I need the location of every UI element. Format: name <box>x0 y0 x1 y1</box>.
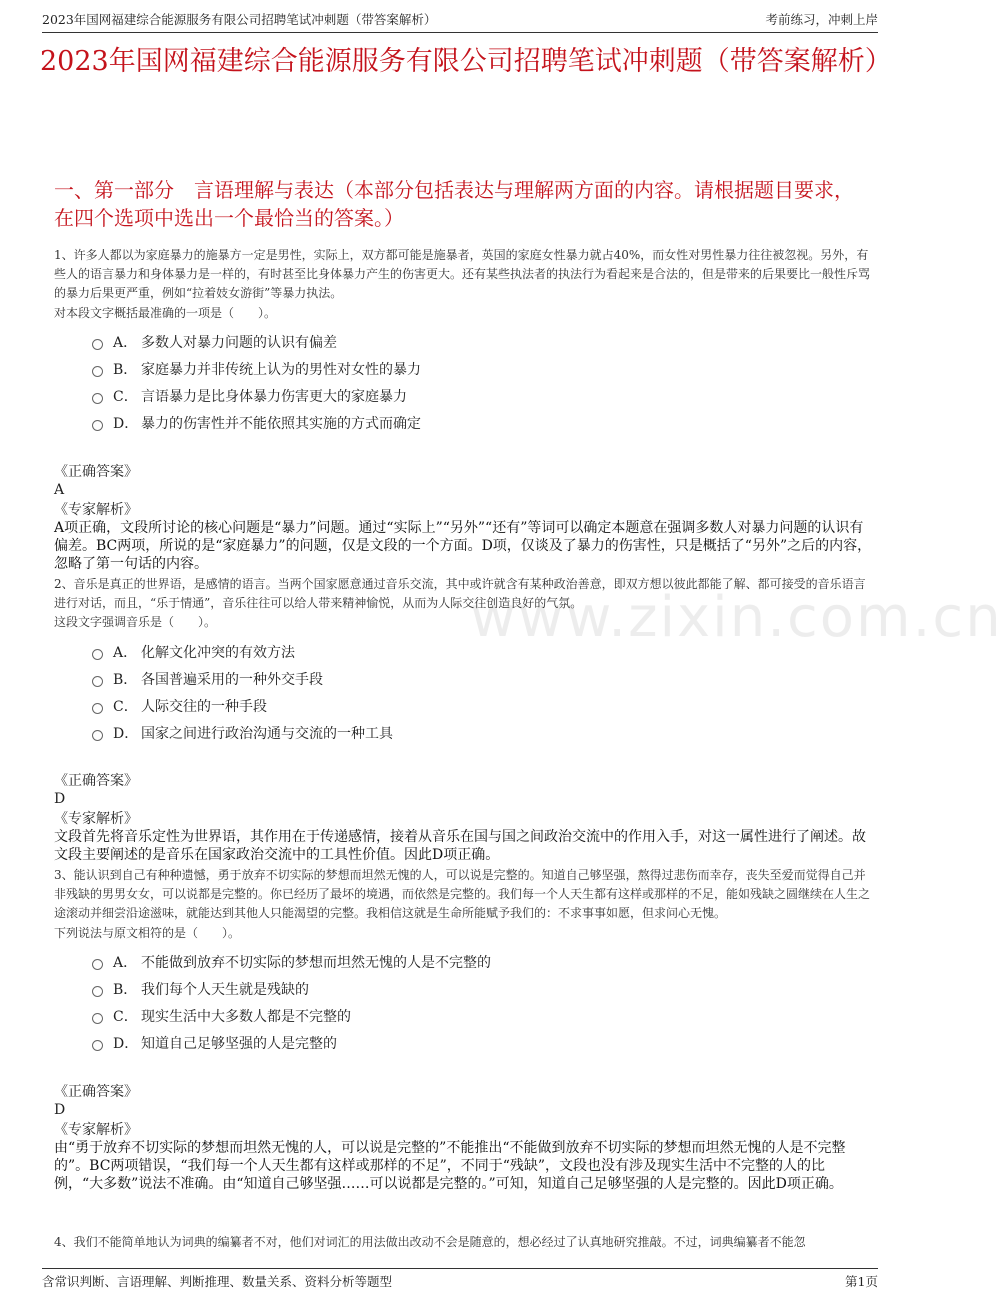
option-letter: B． <box>113 671 138 688</box>
explain-text: 文段首先将音乐定性为世界语，其作用在于传递感情，接着从音乐在国与国之间政治交流中的作用入手，对这一属性进行了阐述。故文段主要阐述的是音乐在国家政治交流中的工具性价值。因此D项正确。 <box>54 829 866 864</box>
option-text: 国家之间进行政治沟通与交流的一种工具 <box>141 725 393 742</box>
answer-label: 《正确答案》 <box>54 1083 138 1100</box>
option-d[interactable] <box>92 410 872 437</box>
page-header <box>42 10 878 33</box>
option-letter: C． <box>113 389 138 406</box>
option-text: 各国普遍采用的一种外交手段 <box>141 671 323 688</box>
question-stem: 3、能认识到自己有种种遗憾，勇于放弃不切实际的梦想而坦然无愧的人，可以说是完整的。知道自己够坚强，熬得过悲伤而幸存，丧失至爱而觉得自己并非残缺的男男女女，可以说都是完整的。你已经历了最坏的境遇，而依然是完整的。我们每一个人天生都有这样或那样的不足，能如残缺之圆继续在人生之途滚动并细尝沿途滋味，就能达到其他人只能渴望的完整。我相信这就是生命所能赋予我们的：不求事事如愿，但求问心无愧。 <box>54 868 871 921</box>
footer-topics: 含常识判断、言语理解、判断推理、数量关系、资料分析等题型 <box>42 1274 393 1289</box>
option-text: 不能做到放弃不切实际的梦想而坦然无愧的人是不完整的 <box>141 955 491 972</box>
option-letter: A． <box>113 644 138 661</box>
radio-icon[interactable] <box>92 339 103 350</box>
option-letter: D． <box>113 725 139 742</box>
option-letter: D． <box>113 1036 139 1053</box>
option-text: 人际交往的一种手段 <box>141 698 267 715</box>
explain-label: 《专家解析》 <box>54 501 138 518</box>
section-heading: 一、第一部分 言语理解与表达（本部分包括表达与理解两方面的内容。请根据题目要求，在四个选项中选出一个最恰当的答案。） <box>54 178 854 230</box>
explain-label: 《专家解析》 <box>54 811 138 828</box>
option-text: 知道自己足够坚强的人是完整的 <box>141 1036 337 1053</box>
page-footer <box>42 1268 878 1290</box>
radio-icon[interactable] <box>92 1013 103 1024</box>
option-text: 现实生活中大多数人都是不完整的 <box>141 1009 351 1026</box>
question-stem: 2、音乐是真正的世界语，是感情的语言。当两个国家愿意通过音乐交流，其中或许就含有某种政治善意，即双方想以彼此都能了解、都可接受的音乐语言进行对话，而且，“乐于情通”，音乐往往可以给人带来精神愉悦，从而为人际交往创造良好的气氛。 <box>54 577 866 611</box>
option-d[interactable] <box>92 719 872 746</box>
option-letter: C． <box>113 698 138 715</box>
option-list <box>92 329 872 437</box>
option-text: 多数人对暴力问题的认识有偏差 <box>141 335 337 352</box>
option-b[interactable] <box>92 976 872 1003</box>
option-text: 言语暴力是比身体暴力伤害更大的家庭暴力 <box>141 389 407 406</box>
question-prompt: 对本段文字概括最准确的一项是（ ）。 <box>54 305 277 320</box>
radio-icon[interactable] <box>92 420 103 431</box>
option-letter: C． <box>113 1009 138 1026</box>
option-text: 我们每个人天生就是残缺的 <box>141 982 309 999</box>
page-title: 2023年国网福建综合能源服务有限公司招聘笔试冲刺题（带答案解析） <box>40 46 892 77</box>
radio-icon[interactable] <box>92 1040 103 1051</box>
explain-text: 由“勇于放弃不切实际的梦想而坦然无愧的人，可以说是完整的”不能推出“不能做到放弃不切实际的梦想而坦然无愧的人是不完整的”。BC两项错误，“我们每一个人天生都有这样或那样的不足”，不同于“残缺”，文段也没有涉及现实生活中不完整的人的比例，“大多数”说法不准确。由“知道自己够坚强……可以说都是完整的。”可知，知道自己足够坚强的人是完整的。因此D项正确。 <box>54 1139 846 1192</box>
option-a[interactable] <box>92 638 872 665</box>
question-1 <box>54 246 872 573</box>
option-letter: B． <box>113 362 138 379</box>
option-letter: A． <box>113 335 138 352</box>
radio-icon[interactable] <box>92 366 103 377</box>
option-d[interactable] <box>92 1030 872 1057</box>
answer-value: D <box>54 791 66 808</box>
option-b[interactable] <box>92 356 872 383</box>
radio-icon[interactable] <box>92 959 103 970</box>
radio-icon[interactable] <box>92 986 103 997</box>
header-slogan: 考前练习，冲刺上岸 <box>765 12 878 27</box>
option-text: 家庭暴力并非传统上认为的男性对女性的暴力 <box>141 362 421 379</box>
question-4 <box>54 1233 872 1255</box>
answer-value: D <box>54 1101 66 1118</box>
option-b[interactable] <box>92 665 872 692</box>
answer-label: 《正确答案》 <box>54 773 138 790</box>
radio-icon[interactable] <box>92 393 103 404</box>
option-c[interactable] <box>92 1003 872 1030</box>
option-letter: A． <box>113 955 138 972</box>
radio-icon[interactable] <box>92 730 103 741</box>
explain-text: A项正确，文段所讨论的核心问题是“暴力”问题。通过“实际上”“另外”“还有”等词可以确定本题意在强调多数人对暴力问题的认识有偏差。BC两项，所说的是“家庭暴力”的问题，仅是文段的一个方面。D项，仅谈及了暴力的伤害性，只是概括了“另外”之后的内容，忽略了第一句话的内容。 <box>54 519 872 572</box>
answer-value: A <box>54 481 65 498</box>
question-2 <box>54 575 872 864</box>
watermark: www.zixin.com.cn <box>470 585 1003 650</box>
option-a[interactable] <box>92 949 872 976</box>
option-letter: D． <box>113 416 139 433</box>
option-letter: B． <box>113 982 138 999</box>
option-text: 暴力的伤害性并不能依照其实施的方式而确定 <box>141 416 421 433</box>
radio-icon[interactable] <box>92 703 103 714</box>
question-stem: 4、我们不能简单地认为词典的编纂者不对，他们对词汇的用法做出改动不会是随意的，想必经过了认真地研究推敲。不过，词典编纂者不能忽 <box>54 1235 806 1249</box>
explain-label: 《专家解析》 <box>54 1121 138 1138</box>
question-prompt: 这段文字强调音乐是（ ）。 <box>54 615 217 630</box>
option-list <box>92 638 872 746</box>
option-list <box>92 949 872 1057</box>
question-stem: 1、许多人都以为家庭暴力的施暴方一定是男性，实际上，双方都可能是施暴者，英国的家庭女性暴力就占40%，而女性对男性暴力往往被忽视。另外，有些人的语言暴力和身体暴力是一样的，有时甚至比身体暴力产生的伤害更大。还有某些执法者的执法行为看起来是合法的，但是带来的后果要比一般性斥骂的暴力后果更严重，例如“拉着妓女游街”等暴力执法。 <box>54 248 871 301</box>
option-a[interactable] <box>92 329 872 356</box>
radio-icon[interactable] <box>92 676 103 687</box>
option-c[interactable] <box>92 383 872 410</box>
option-text: 化解文化冲突的有效方法 <box>141 644 295 661</box>
question-prompt: 下列说法与原文相符的是（ ）。 <box>54 925 241 940</box>
page-number: 第1页 <box>845 1274 878 1289</box>
radio-icon[interactable] <box>92 649 103 660</box>
header-doc-title: 2023年国网福建综合能源服务有限公司招聘笔试冲刺题（带答案解析） <box>42 12 437 27</box>
option-c[interactable] <box>92 692 872 719</box>
answer-label: 《正确答案》 <box>54 463 138 480</box>
question-3 <box>54 866 872 1193</box>
